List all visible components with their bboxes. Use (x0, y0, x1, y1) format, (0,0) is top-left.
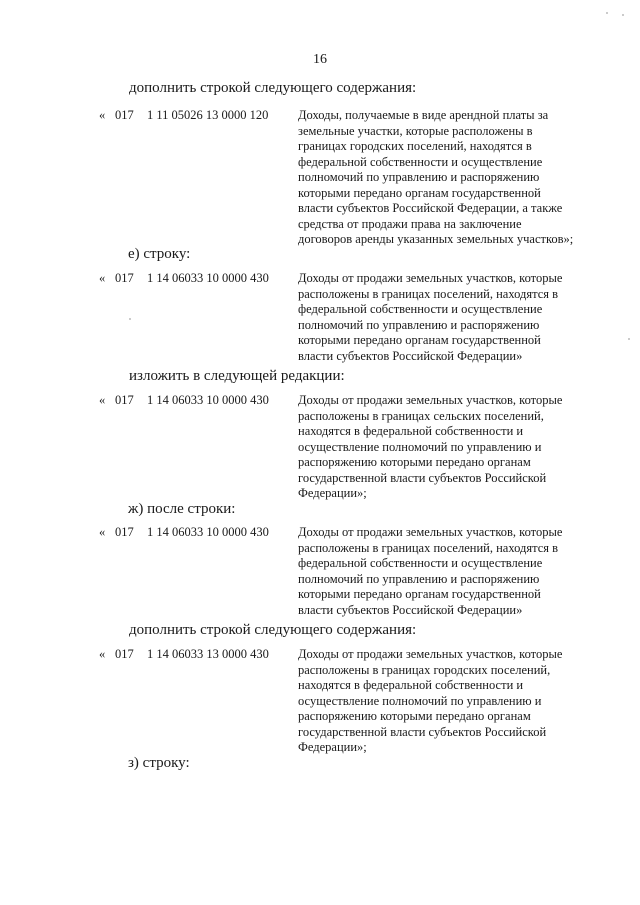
page-number: 16 (313, 52, 327, 67)
instruction-heading: е) строку: (128, 246, 191, 262)
instruction-heading: ж) после строки: (128, 501, 236, 517)
description-line: которыми передано органам государственной (298, 185, 541, 200)
scan-speck (129, 318, 131, 320)
description-line: Доходы от продажи земельных участков, которые (298, 271, 563, 285)
description-line: федеральной собственности и осуществление (298, 154, 543, 169)
scan-speck (628, 338, 630, 340)
description-line: Федерации»; (298, 740, 367, 754)
instruction-heading: з) строку: (128, 755, 190, 771)
description-line: Доходы, получаемые в виде арендной платы за (298, 108, 549, 122)
description-line: распоряжению которыми передано органам (298, 455, 531, 469)
kbk-code: 1 14 06033 10 0000 430 (147, 525, 269, 539)
opening-quote: « (99, 393, 106, 407)
description-line: осуществление полномочий по управлению и (298, 439, 542, 454)
description-line: расположены в границах поселений, находятся в (298, 540, 559, 555)
description-line: расположены в границах поселений, находятся в (298, 286, 559, 301)
description-line: федеральной собственности и осуществление (298, 302, 543, 316)
description-line: которыми передано органам государственной (298, 587, 541, 601)
kbk-code: 1 14 06033 10 0000 430 (147, 271, 269, 285)
description-line: расположены в границах сельских поселений, (298, 408, 544, 423)
description-line: границах городских поселений, находятся в (298, 139, 532, 153)
instruction-heading: изложить в следующей редакции: (129, 368, 345, 384)
description-line: государственной власти субъектов Российской (298, 470, 547, 485)
opening-quote: « (99, 271, 106, 285)
instruction-heading: дополнить строкой следующего содержания: (129, 622, 417, 638)
kbk-code: 1 11 05026 13 0000 120 (147, 108, 269, 122)
instruction-heading: дополнить строкой следующего содержания: (129, 80, 417, 96)
description-line: средства от продажи права на заключение (298, 216, 522, 231)
description-line: находятся в федеральной собственности и (298, 678, 524, 692)
description-line: федеральной собственности и осуществление (298, 556, 543, 570)
description-line: Доходы от продажи земельных участков, которые (298, 647, 563, 661)
description-line: распоряжению которыми передано органам (298, 709, 531, 723)
opening-quote: « (99, 108, 106, 122)
admin-code: 017 (115, 271, 134, 285)
admin-code: 017 (115, 108, 134, 122)
description-line: расположены в границах городских поселений, (298, 662, 551, 677)
description-line: государственной власти субъектов Российской (298, 724, 547, 739)
kbk-description (298, 647, 598, 756)
description-line: договоров аренды указанных земельных участков»; (298, 232, 574, 246)
opening-quote: « (99, 647, 106, 661)
opening-quote: « (99, 525, 106, 539)
description-line: власти субъектов Российской Федерации» (298, 602, 523, 617)
description-line: полномочий по управлению и распоряжению (298, 317, 540, 332)
description-line: находятся в федеральной собственности и (298, 424, 524, 438)
description-line: земельные участки, которые расположены в (298, 123, 533, 138)
kbk-code: 1 14 06033 10 0000 430 (147, 393, 269, 407)
description-line: власти субъектов Российской Федерации, а также (298, 201, 563, 215)
description-line: осуществление полномочий по управлению и (298, 693, 542, 708)
admin-code: 017 (115, 647, 134, 661)
description-line: власти субъектов Российской Федерации» (298, 348, 523, 363)
admin-code: 017 (115, 525, 134, 539)
admin-code: 017 (115, 393, 134, 407)
scan-speck (622, 14, 624, 16)
description-line: полномочий по управлению и распоряжению (298, 170, 540, 184)
scan-speck (606, 12, 608, 14)
description-line: полномочий по управлению и распоряжению (298, 571, 540, 586)
kbk-description (298, 393, 598, 502)
description-line: Федерации»; (298, 486, 367, 500)
kbk-description (298, 108, 598, 248)
kbk-code: 1 14 06033 13 0000 430 (147, 647, 269, 661)
kbk-description (298, 525, 598, 618)
description-line: Доходы от продажи земельных участков, которые (298, 393, 563, 407)
description-line: которыми передано органам государственной (298, 333, 541, 347)
kbk-description (298, 271, 598, 364)
description-line: Доходы от продажи земельных участков, которые (298, 525, 563, 539)
